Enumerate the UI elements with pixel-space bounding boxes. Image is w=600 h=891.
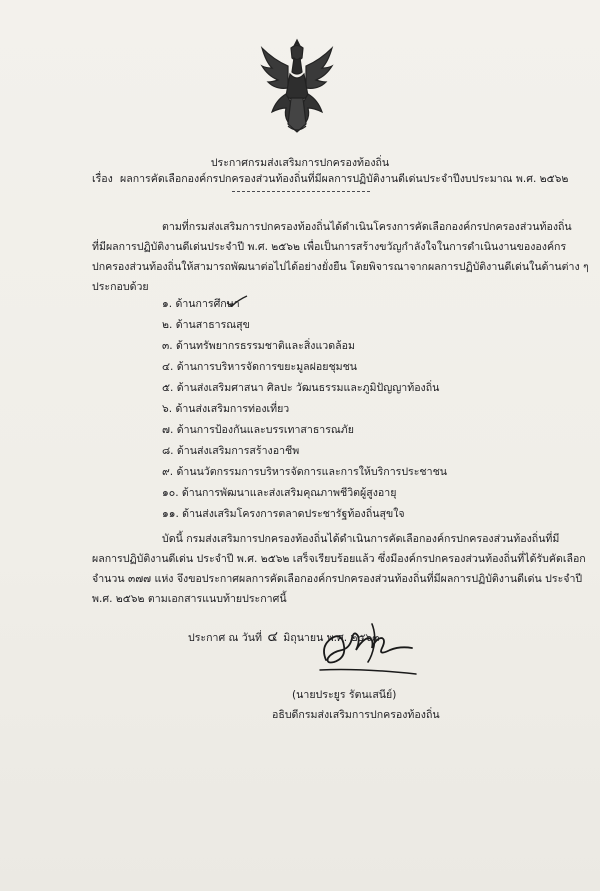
announcement-title: ประกาศกรมส่งเสริมการปกครองท้องถิ่น xyxy=(210,157,390,169)
handwritten-signature xyxy=(312,620,422,682)
signer-name: (นายประยูร รัตนเสนีย์) xyxy=(292,689,397,701)
date-suffix: มิถุนายน พ.ศ. ๒๕๖๓ xyxy=(283,632,380,644)
list-item: ๑๐. ด้านการพัฒนาและส่งเสริมคุณภาพชีวิตผู้สูงอายุ xyxy=(162,487,397,499)
list-item: ๗. ด้านการป้องกันและบรรเทาสาธารณภัย xyxy=(162,424,354,436)
list-item: ๑๑. ด้านส่งเสริมโครงการตลาดประชารัฐท้องถิ่นสุขใจ xyxy=(162,508,405,520)
intro-line: ประกอบด้วย xyxy=(92,281,149,293)
signer-position: อธิบดีกรมส่งเสริมการปกครองท้องถิ่น xyxy=(272,709,440,721)
subject-text: ผลการคัดเลือกองค์กรปกครองส่วนท้องถิ่นที่มีผลการปฏิบัติงานดีเด่นประจำปีงบประมาณ พ.ศ. ๒๕๖๒ xyxy=(120,173,569,185)
title-divider xyxy=(232,191,370,192)
list-item: ๔. ด้านการบริหารจัดการขยะมูลฝอยชุมชน xyxy=(162,361,358,373)
check-mark-icon xyxy=(226,295,248,307)
intro-line: ปกครองส่วนท้องถิ่นให้สามารถพัฒนาต่อไปได้อย่างยั่งยืน โดยพิจารณาจากผลการปฏิบัติงานดีเด่นในด้านต่าง ๆ xyxy=(92,261,589,273)
list-item: ๕. ด้านส่งเสริมศาสนา ศิลปะ วัฒนธรรมและภูมิปัญญาท้องถิ่น xyxy=(162,382,440,394)
conclusion-line: พ.ศ. ๒๕๖๒ ตามเอกสารแนบท้ายประกาศนี้ xyxy=(92,593,287,605)
date-prefix: ประกาศ ณ วันที่ xyxy=(188,632,262,644)
list-item: ๙. ด้านนวัตกรรมการบริหารจัดการและการให้บริการประชาชน xyxy=(162,466,448,478)
list-item: ๓. ด้านทรัพยากรธรรมชาติและสิ่งแวดล้อม xyxy=(162,340,355,352)
conclusion-line: บัดนี้ กรมส่งเสริมการปกครองท้องถิ่นได้ดำเนินการคัดเลือกองค์กรปกครองส่วนท้องถิ่นที่มี xyxy=(162,533,560,545)
date-day-handwritten: ๔ xyxy=(267,629,278,645)
conclusion-line: จำนวน ๓๗๗ แห่ง จึงขอประกาศผลการคัดเลือกองค์กรปกครองส่วนท้องถิ่นที่มีผลการปฏิบัติงานดีเด่น ประจำปี xyxy=(92,573,583,585)
list-item: ๒. ด้านสาธารณสุข xyxy=(162,319,250,331)
list-item: ๑. ด้านการศึกษา xyxy=(162,298,240,310)
intro-line: ที่มีผลการปฏิบัติงานดีเด่นประจำปี พ.ศ. ๒๕๖๒ เพื่อเป็นการสร้างขวัญกำลังใจในการดำเนินงานขององค์กร xyxy=(92,241,567,253)
list-item: ๘. ด้านส่งเสริมการสร้างอาชีพ xyxy=(162,445,300,457)
conclusion-line: ผลการปฏิบัติงานดีเด่น ประจำปี พ.ศ. ๒๕๖๒ เสร็จเรียบร้อยแล้ว ซึ่งมีองค์กรปกครองส่วนท้องถิ่นที่ได้รับคัดเลือก xyxy=(92,553,586,565)
list-item: ๖. ด้านส่งเสริมการท่องเที่ยว xyxy=(162,403,290,415)
intro-line: ตามที่กรมส่งเสริมการปกครองท้องถิ่นได้ดำเนินโครงการคัดเลือกองค์กรปกครองส่วนท้องถิ่น xyxy=(162,221,572,233)
subject-label: เรื่อง xyxy=(92,173,113,185)
garuda-emblem-icon xyxy=(258,36,336,136)
